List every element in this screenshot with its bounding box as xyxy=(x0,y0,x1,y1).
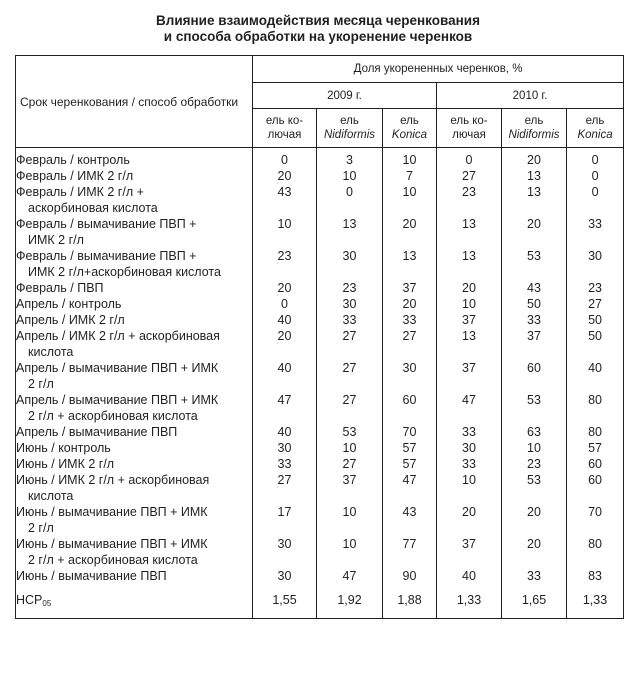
table-row xyxy=(16,392,624,424)
table-row xyxy=(16,248,624,280)
table-row xyxy=(16,472,624,504)
value-cell: 77 xyxy=(383,536,437,568)
row-label xyxy=(16,296,253,312)
table-row xyxy=(16,280,624,296)
hcp-value: 1,65 xyxy=(502,584,567,619)
value-cell: 20 xyxy=(502,148,567,169)
value-cell: 40 xyxy=(253,360,317,392)
row-label-line-1: Апрель / ИМК 2 г/л + аскорбиновая xyxy=(16,329,220,343)
value-cell: 23 xyxy=(567,280,624,296)
value-cell: 10 xyxy=(317,536,383,568)
value-cell: 20 xyxy=(437,504,502,536)
value-cell: 70 xyxy=(383,424,437,440)
title-line-1: Влияние взаимодействия месяца черенкования xyxy=(156,13,480,28)
value-cell: 10 xyxy=(317,504,383,536)
row-label xyxy=(16,456,253,472)
value-cell: 33 xyxy=(502,312,567,328)
value-cell: 13 xyxy=(502,168,567,184)
value-cell: 27 xyxy=(317,456,383,472)
row-label xyxy=(16,312,253,328)
row-label xyxy=(16,168,253,184)
value-cell: 27 xyxy=(317,360,383,392)
hcp-row xyxy=(16,584,624,619)
year-header-2009: 2009 г. xyxy=(253,83,437,109)
value-cell: 83 xyxy=(567,568,624,584)
value-cell: 0 xyxy=(253,296,317,312)
table-row xyxy=(16,568,624,584)
species-prefix: ель xyxy=(524,115,544,127)
value-cell: 30 xyxy=(253,536,317,568)
hcp-label xyxy=(16,584,253,619)
value-cell: 20 xyxy=(253,168,317,184)
value-cell: 33 xyxy=(317,312,383,328)
value-cell: 53 xyxy=(317,424,383,440)
value-cell: 23 xyxy=(253,248,317,280)
value-cell: 60 xyxy=(567,456,624,472)
table-row xyxy=(16,440,624,456)
table-header xyxy=(16,56,624,148)
row-label-line-1: Февраль / контроль xyxy=(16,153,130,167)
species-header xyxy=(502,109,567,148)
species-name: Konica xyxy=(577,129,613,141)
value-cell: 17 xyxy=(253,504,317,536)
value-cell: 27 xyxy=(383,328,437,360)
row-label-line-1: Июнь / ИМК 2 г/л xyxy=(16,457,115,471)
value-cell: 37 xyxy=(437,536,502,568)
value-cell: 63 xyxy=(502,424,567,440)
row-label xyxy=(16,184,253,216)
species-prefix: ель xyxy=(340,115,359,127)
value-cell: 0 xyxy=(437,148,502,169)
value-cell: 37 xyxy=(383,280,437,296)
row-label xyxy=(16,504,253,536)
species-name: Nidiformis xyxy=(323,129,376,141)
species-name: Konica xyxy=(391,129,428,141)
value-cell: 30 xyxy=(317,296,383,312)
row-label xyxy=(16,148,253,169)
value-cell: 30 xyxy=(383,360,437,392)
value-cell: 37 xyxy=(437,312,502,328)
value-cell: 23 xyxy=(317,280,383,296)
value-cell: 27 xyxy=(437,168,502,184)
value-cell: 33 xyxy=(437,424,502,440)
value-cell: 20 xyxy=(253,280,317,296)
value-cell: 57 xyxy=(383,456,437,472)
value-cell: 0 xyxy=(567,184,624,216)
value-cell: 20 xyxy=(253,328,317,360)
value-cell: 40 xyxy=(253,424,317,440)
value-cell: 30 xyxy=(567,248,624,280)
table-title xyxy=(0,13,636,45)
value-cell: 27 xyxy=(317,328,383,360)
row-label-line-2: кислота xyxy=(28,345,74,359)
hcp-label-text: НСР xyxy=(16,593,43,607)
value-cell: 33 xyxy=(437,456,502,472)
row-label-line-2: 2 г/л + аскорбиновая кислота xyxy=(28,409,198,423)
year-header-2010: 2010 г. xyxy=(437,83,624,109)
table-row xyxy=(16,148,624,169)
value-cell: 47 xyxy=(317,568,383,584)
value-cell: 33 xyxy=(383,312,437,328)
value-cell: 47 xyxy=(383,472,437,504)
row-label-line-2: 2 г/л xyxy=(28,521,54,535)
row-label-line-1: Июнь / вымачивание ПВП xyxy=(16,569,167,583)
value-cell: 80 xyxy=(567,424,624,440)
row-label xyxy=(16,568,253,584)
species-name: лючая xyxy=(452,129,486,141)
group-header: Доля укорененных черенков, % xyxy=(253,56,624,83)
table-row xyxy=(16,216,624,248)
table-row xyxy=(16,312,624,328)
hcp-value: 1,33 xyxy=(437,584,502,619)
species-header xyxy=(317,109,383,148)
value-cell: 33 xyxy=(567,216,624,248)
row-label xyxy=(16,280,253,296)
value-cell: 10 xyxy=(437,472,502,504)
row-label-line-2: кислота xyxy=(28,489,74,503)
value-cell: 23 xyxy=(437,184,502,216)
table-row xyxy=(16,328,624,360)
value-cell: 53 xyxy=(502,472,567,504)
value-cell: 10 xyxy=(253,216,317,248)
value-cell: 30 xyxy=(437,440,502,456)
value-cell: 80 xyxy=(567,392,624,424)
row-label-line-1: Июнь / вымачивание ПВП + ИМК xyxy=(16,537,208,551)
value-cell: 70 xyxy=(567,504,624,536)
value-cell: 37 xyxy=(317,472,383,504)
value-cell: 20 xyxy=(383,216,437,248)
value-cell: 10 xyxy=(437,296,502,312)
value-cell: 13 xyxy=(317,216,383,248)
data-table xyxy=(15,55,624,619)
value-cell: 10 xyxy=(502,440,567,456)
table-row xyxy=(16,360,624,392)
value-cell: 27 xyxy=(567,296,624,312)
row-header: Срок черенкования / способ обработки xyxy=(16,56,253,148)
value-cell: 20 xyxy=(502,536,567,568)
species-header xyxy=(437,109,502,148)
value-cell: 3 xyxy=(317,148,383,169)
value-cell: 30 xyxy=(253,568,317,584)
value-cell: 50 xyxy=(502,296,567,312)
value-cell: 43 xyxy=(253,184,317,216)
row-label xyxy=(16,536,253,568)
value-cell: 37 xyxy=(437,360,502,392)
value-cell: 27 xyxy=(253,472,317,504)
hcp-value: 1,33 xyxy=(567,584,624,619)
row-label-line-2: 2 г/л xyxy=(28,377,54,391)
value-cell: 13 xyxy=(437,216,502,248)
value-cell: 57 xyxy=(383,440,437,456)
row-label-line-1: Февраль / ИМК 2 г/л + xyxy=(16,185,144,199)
row-label xyxy=(16,216,253,248)
value-cell: 10 xyxy=(383,184,437,216)
value-cell: 40 xyxy=(253,312,317,328)
value-cell: 13 xyxy=(437,248,502,280)
value-cell: 20 xyxy=(502,216,567,248)
value-cell: 10 xyxy=(383,148,437,169)
species-name: лючая xyxy=(267,129,302,141)
species-prefix: ель xyxy=(400,115,419,127)
row-label-line-1: Февраль / вымачивание ПВП + xyxy=(16,249,197,263)
table-row xyxy=(16,456,624,472)
value-cell: 30 xyxy=(253,440,317,456)
value-cell: 37 xyxy=(502,328,567,360)
value-cell: 10 xyxy=(317,440,383,456)
species-prefix: ель xyxy=(585,115,605,127)
value-cell: 27 xyxy=(317,392,383,424)
table-body xyxy=(16,148,624,619)
species-header xyxy=(567,109,624,148)
value-cell: 0 xyxy=(253,148,317,169)
value-cell: 13 xyxy=(383,248,437,280)
value-cell: 20 xyxy=(383,296,437,312)
value-cell: 0 xyxy=(317,184,383,216)
value-cell: 10 xyxy=(317,168,383,184)
table-row xyxy=(16,504,624,536)
row-label-line-1: Февраль / ПВП xyxy=(16,281,104,295)
value-cell: 60 xyxy=(567,472,624,504)
row-label-line-2: 2 г/л + аскорбиновая кислота xyxy=(28,553,198,567)
value-cell: 90 xyxy=(383,568,437,584)
hcp-subscript: 05 xyxy=(42,599,52,608)
value-cell: 60 xyxy=(502,360,567,392)
value-cell: 40 xyxy=(567,360,624,392)
value-cell: 0 xyxy=(567,148,624,169)
species-header xyxy=(253,109,317,148)
value-cell: 7 xyxy=(383,168,437,184)
row-label-line-2: аскорбиновая кислота xyxy=(28,201,158,215)
species-prefix: ель ко- xyxy=(265,115,304,127)
row-label-line-1: Апрель / вымачивание ПВП xyxy=(16,425,178,439)
value-cell: 47 xyxy=(437,392,502,424)
value-cell: 80 xyxy=(567,536,624,568)
row-label-line-1: Июнь / контроль xyxy=(16,441,111,455)
value-cell: 53 xyxy=(502,248,567,280)
row-label-line-1: Февраль / ИМК 2 г/л xyxy=(16,169,134,183)
row-label-line-2: ИМК 2 г/л xyxy=(28,233,84,247)
species-name: Nidiformis xyxy=(508,129,560,141)
row-label xyxy=(16,472,253,504)
row-label xyxy=(16,248,253,280)
table-row xyxy=(16,296,624,312)
value-cell: 53 xyxy=(502,392,567,424)
value-cell: 0 xyxy=(567,168,624,184)
row-label-line-2: ИМК 2 г/л+аскорбиновая кислота xyxy=(28,265,221,279)
value-cell: 57 xyxy=(567,440,624,456)
value-cell: 23 xyxy=(502,456,567,472)
hcp-value: 1,88 xyxy=(383,584,437,619)
species-prefix: ель ко- xyxy=(450,115,488,127)
table-row xyxy=(16,168,624,184)
table-row xyxy=(16,184,624,216)
value-cell: 20 xyxy=(502,504,567,536)
row-label xyxy=(16,440,253,456)
value-cell: 40 xyxy=(437,568,502,584)
row-label xyxy=(16,392,253,424)
title-line-2: и способа обработки на укоренение черенков xyxy=(163,29,473,44)
row-label-line-1: Апрель / вымачивание ПВП + ИМК xyxy=(16,393,219,407)
value-cell: 43 xyxy=(383,504,437,536)
value-cell: 13 xyxy=(437,328,502,360)
table-row xyxy=(16,536,624,568)
row-label-line-1: Апрель / вымачивание ПВП + ИМК xyxy=(16,361,219,375)
row-label xyxy=(16,424,253,440)
value-cell: 47 xyxy=(253,392,317,424)
value-cell: 33 xyxy=(253,456,317,472)
value-cell: 13 xyxy=(502,184,567,216)
hcp-value: 1,55 xyxy=(253,584,317,619)
value-cell: 60 xyxy=(383,392,437,424)
row-label xyxy=(16,328,253,360)
value-cell: 30 xyxy=(317,248,383,280)
row-label-line-1: Февраль / вымачивание ПВП + xyxy=(16,217,197,231)
value-cell: 33 xyxy=(502,568,567,584)
value-cell: 20 xyxy=(437,280,502,296)
row-label-line-1: Апрель / ИМК 2 г/л xyxy=(16,313,125,327)
row-label-line-1: Июнь / ИМК 2 г/л + аскорбиновая xyxy=(16,473,210,487)
value-cell: 50 xyxy=(567,328,624,360)
row-label-line-1: Июнь / вымачивание ПВП + ИМК xyxy=(16,505,208,519)
table-row xyxy=(16,424,624,440)
hcp-value: 1,92 xyxy=(317,584,383,619)
value-cell: 43 xyxy=(502,280,567,296)
value-cell: 50 xyxy=(567,312,624,328)
row-label-line-1: Апрель / контроль xyxy=(16,297,122,311)
row-label xyxy=(16,360,253,392)
species-header xyxy=(383,109,437,148)
